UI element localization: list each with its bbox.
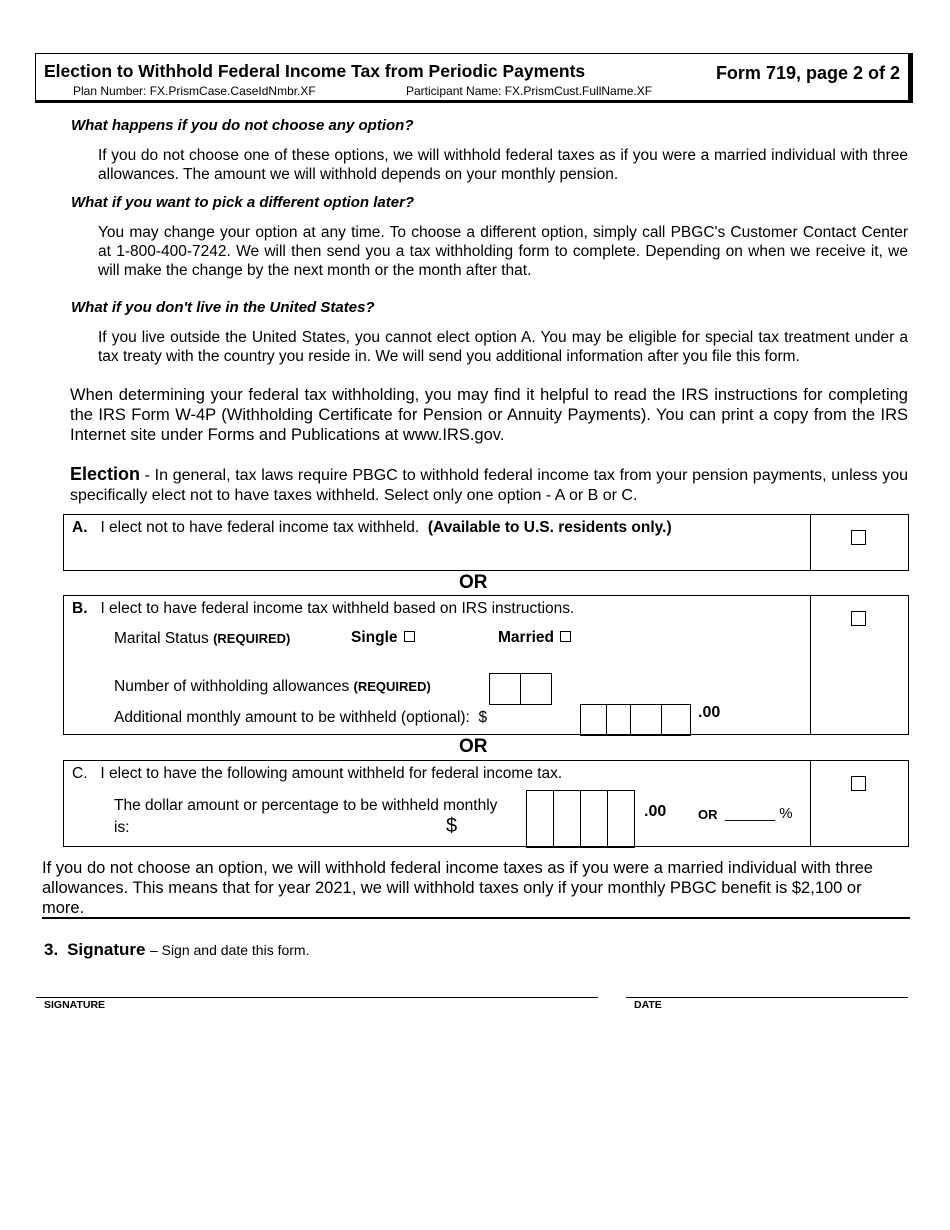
option-a-letter: A	[72, 519, 84, 536]
default-note: If you do not choose an option, we will withhold federal income taxes as if you were a married individual with three allowances. This means that for year 2021, we will withhold taxes only if your monthly PBGC benefit is $2,100 or more.	[42, 859, 873, 917]
option-a-text: I elect not to have federal income tax withheld.	[100, 519, 420, 536]
signature-line[interactable]	[36, 997, 598, 998]
amount-cents: .00	[644, 803, 667, 820]
allowances-digit-1[interactable]	[489, 673, 521, 705]
option-a-note: (Available to U.S. residents only.)	[427, 519, 672, 536]
signature-heading: Signature	[67, 940, 146, 959]
amount-or: OR	[698, 807, 718, 822]
marital-status-label: Marital Status (REQUIRED)	[114, 630, 291, 647]
single-checkbox[interactable]	[404, 631, 415, 642]
participant-label: Participant Name:	[406, 84, 502, 98]
faq-answer-2: You may change your option at any time. To choose a different option, simply call PBGC's Customer Contact Center at 1-800-400-7242. We will then send you a tax withholding form to complete. Depending on when we receive it, we will make the change by the next month or the month after that.	[98, 224, 908, 279]
plan-number	[73, 84, 316, 98]
allowances-digit-2[interactable]	[520, 673, 552, 705]
option-b-checkbox[interactable]	[851, 611, 866, 626]
irs-instructions: When determining your federal tax withholding, you may find it helpful to read the IRS instructions for completing the IRS Form W-4P (Withholding Certificate for Pension or Annuity Payments). You can print a copy from the IRS Internet site under Forms and Publications at www.IRS.gov.	[70, 386, 908, 444]
married-checkbox[interactable]	[560, 631, 571, 642]
option-b-box	[63, 595, 909, 735]
single-option[interactable]	[351, 629, 415, 647]
faq-answer-1: If you do not choose one of these options, we will withhold federal taxes as if you were a married individual with three allowances. The amount we will withhold depends on your monthly pension.	[98, 147, 908, 183]
faq-question-1: What happens if you do not choose any option?	[71, 117, 414, 134]
faq-question-2: What if you want to pick a different option later?	[71, 194, 415, 211]
amount-digit-2[interactable]	[553, 790, 581, 848]
form-header	[35, 53, 913, 103]
faq-question-3: What if you don't live in the United States?	[71, 299, 375, 316]
option-c-checkbox[interactable]	[851, 776, 866, 791]
option-c-label	[72, 765, 562, 783]
faq-answer-3: If you live outside the United States, you cannot elect option A. You may be eligible for special tax treatment under a tax treaty with the country you reside in. We will send you additional information after you file this form.	[98, 329, 908, 365]
amount-digit-1[interactable]	[526, 790, 554, 848]
plan-number-label: Plan Number:	[73, 84, 147, 98]
amount-digit-3[interactable]	[580, 790, 608, 848]
allowances-label: Number of withholding allowances (REQUIRED)	[114, 678, 431, 695]
married-option[interactable]	[498, 629, 571, 647]
option-a-box	[63, 514, 909, 571]
option-c-letter: C.	[72, 765, 88, 782]
additional-digit-4[interactable]	[661, 704, 691, 736]
date-line[interactable]	[626, 997, 908, 998]
amount-digit-4[interactable]	[607, 790, 635, 848]
form-title: Election to Withhold Federal Income Tax from Periodic Payments	[44, 61, 586, 81]
participant-value: FX.PrismCust.FullName.XF	[504, 84, 653, 98]
signature-instruction: – Sign and date this form.	[149, 942, 310, 958]
additional-digit-1[interactable]	[580, 704, 607, 736]
option-b-letter: B	[72, 600, 84, 617]
form-id: Form 719, page 2 of 2	[715, 63, 900, 83]
option-c-box	[63, 760, 909, 847]
date-label: DATE	[634, 999, 662, 1011]
option-b-label: B. I elect to have federal income tax withheld based on IRS instructions.	[72, 600, 575, 617]
election-heading: Election	[70, 464, 141, 484]
additional-amount-label: Additional monthly amount to be withheld (optional): $	[114, 709, 488, 726]
additional-digit-3[interactable]	[630, 704, 662, 736]
election-intro-text: - In general, tax laws require PBGC to withhold federal income tax from your pension payments, unless you specifically elect not to have taxes withheld. Select only one option - A or B or C.	[70, 467, 908, 504]
or-separator-1: OR	[459, 572, 488, 593]
or-separator-2: OR	[459, 736, 488, 757]
participant-name	[406, 84, 652, 98]
option-c-text: I elect to have the following amount withheld for federal income tax.	[100, 765, 563, 782]
percent-blank: ______	[725, 805, 776, 822]
election-intro	[70, 464, 908, 506]
single-label: Single	[351, 629, 398, 646]
plan-number-value: FX.PrismCase.CaseIdNmbr.XF	[149, 84, 316, 98]
signature-number: 3.	[44, 940, 59, 959]
divider	[42, 917, 910, 919]
signature-section-heading	[44, 940, 309, 960]
percent-sign: %	[779, 805, 793, 822]
option-a-checkbox[interactable]	[851, 530, 866, 545]
amount-currency: $	[446, 815, 458, 837]
option-a-label: A. I elect not to have federal income tax withheld. (Available to U.S. residents only.)	[72, 519, 672, 536]
married-label: Married	[498, 629, 554, 646]
additional-digit-2[interactable]	[606, 704, 631, 736]
percent-field[interactable]	[725, 805, 793, 822]
additional-cents: .00	[698, 704, 721, 721]
signature-label: SIGNATURE	[44, 999, 106, 1011]
amount-label: The dollar amount or percentage to be withheld monthly is: $	[114, 797, 498, 837]
option-b-text: I elect to have federal income tax withheld based on IRS instructions.	[100, 600, 575, 617]
